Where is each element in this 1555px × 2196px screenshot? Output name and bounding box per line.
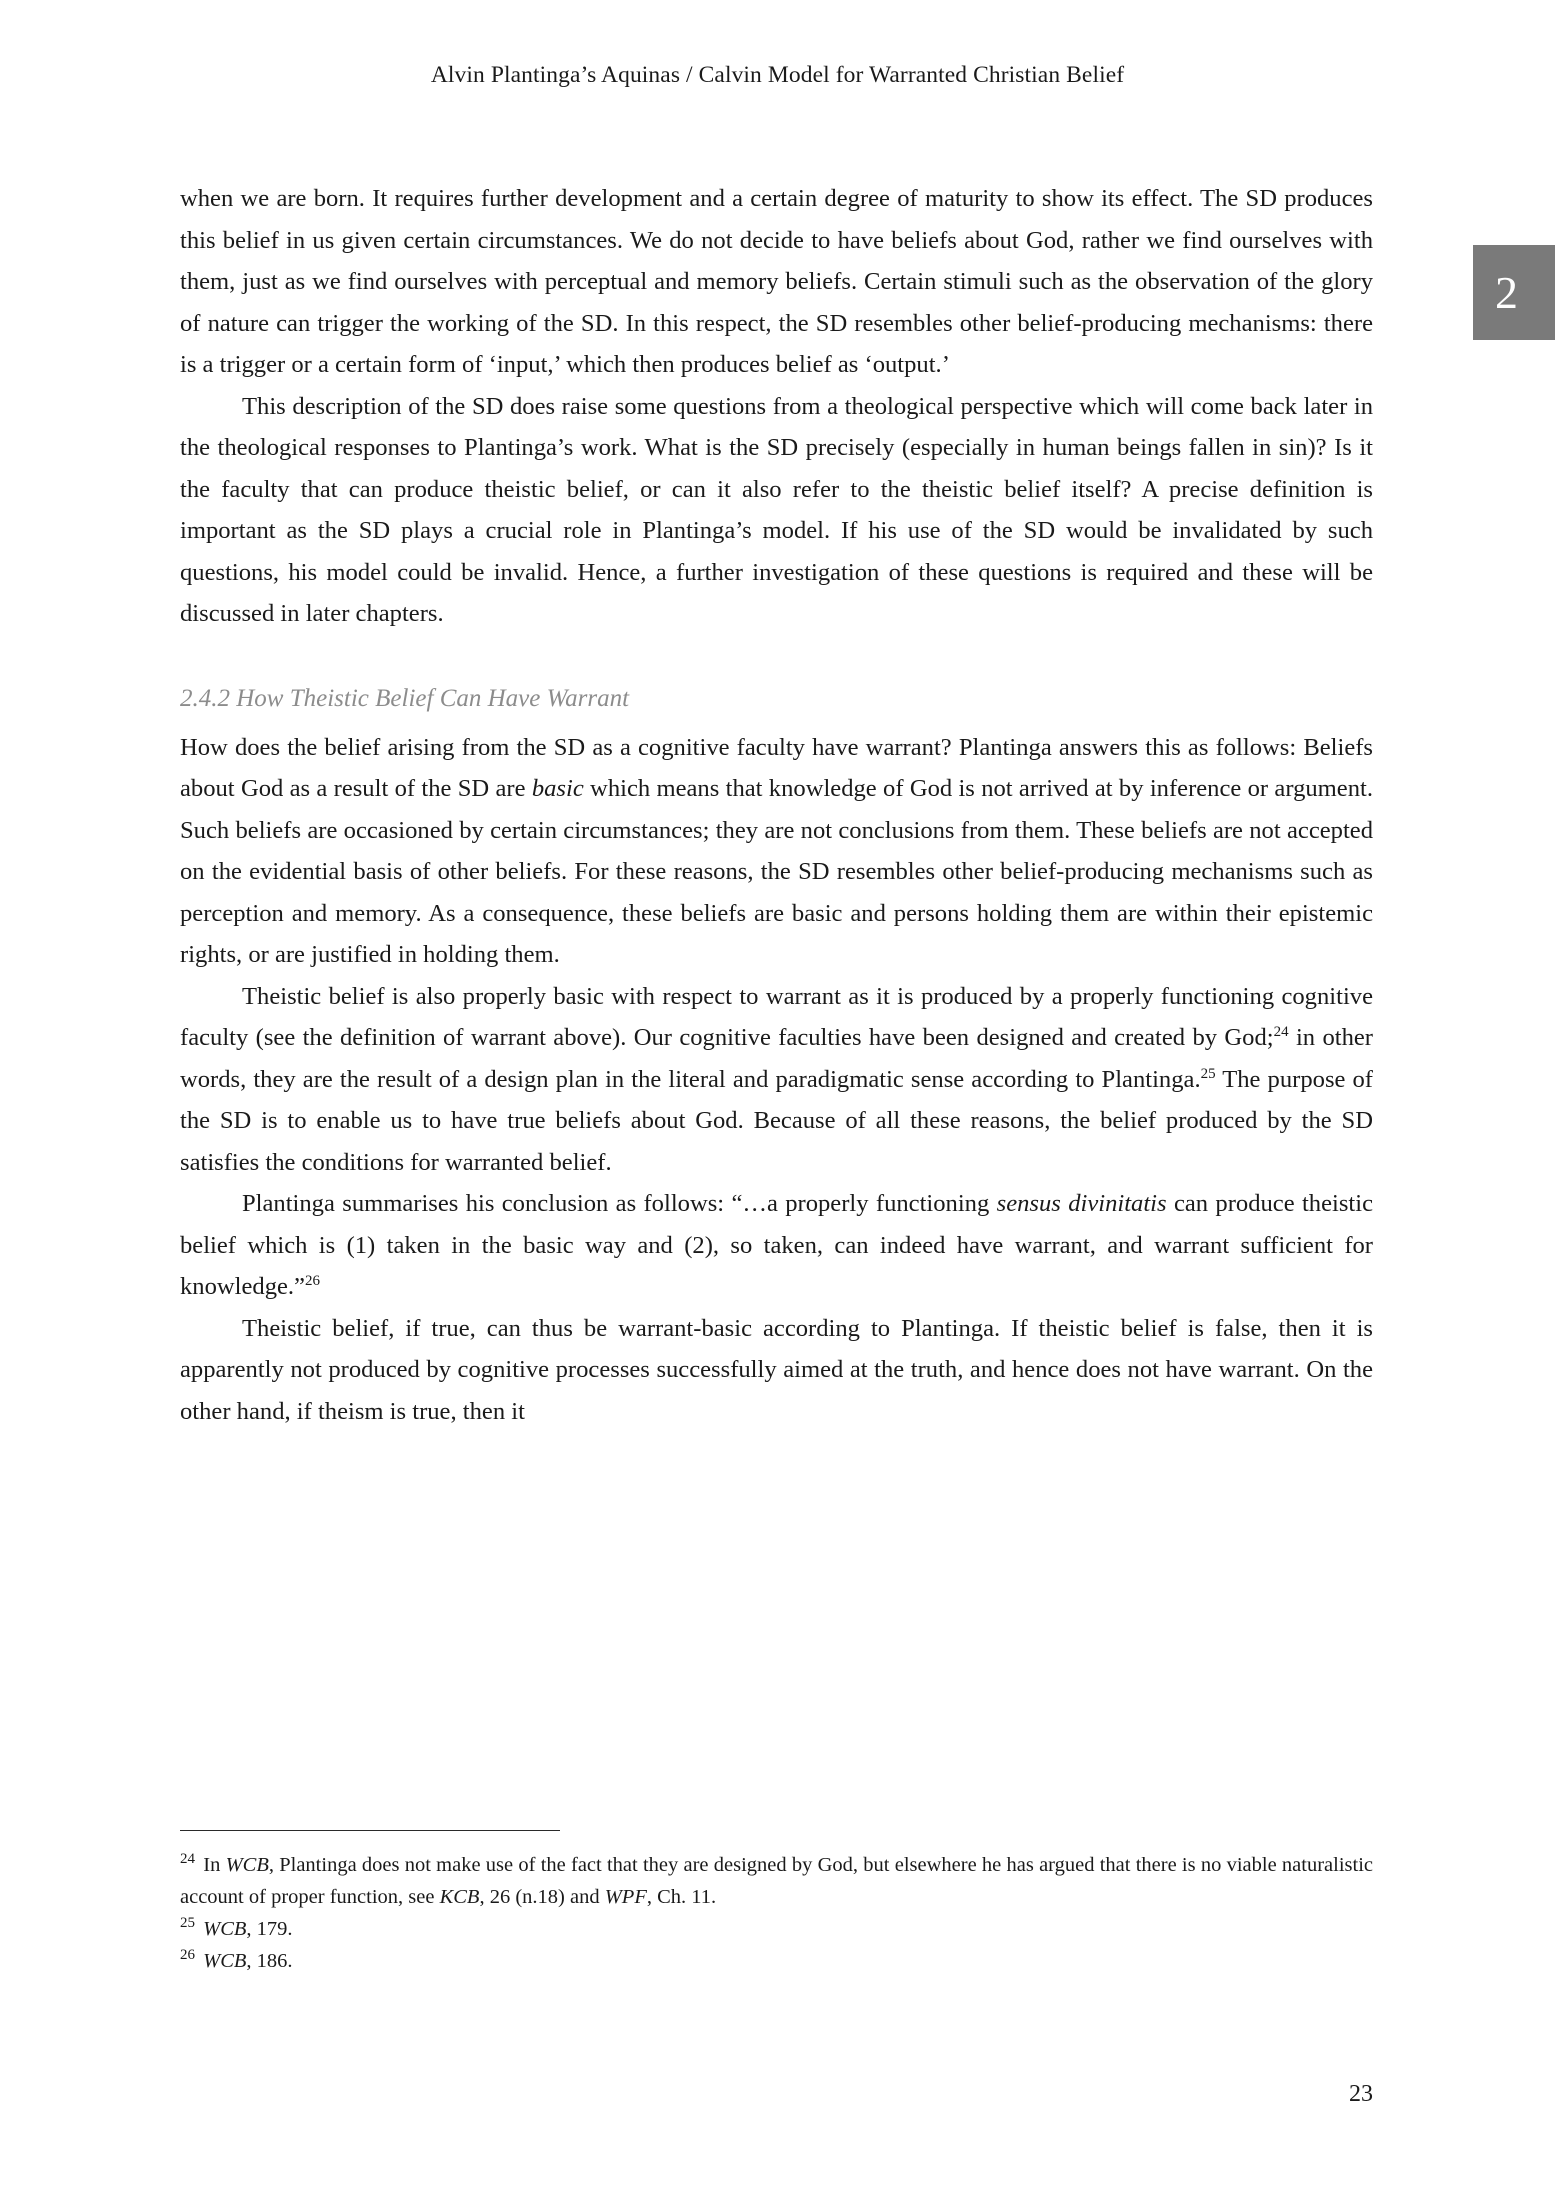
footnote-item: $^{25}$ WCB, 179. — [180, 1915, 293, 1940]
chapter-number-tab: 2 — [1473, 245, 1555, 340]
footnote-number: 25 — [180, 1915, 195, 1932]
footnote-separator-rule — [180, 1830, 560, 1831]
footnote-reference[interactable]: 24 — [1273, 1023, 1289, 1040]
italic-text: WPF — [604, 1886, 647, 1908]
italic-text: WCB — [203, 1950, 247, 1972]
italic-text: WCB — [225, 1854, 269, 1876]
footnote-item: $^{24}$ In WCB, Plantinga does not make use of the fact that they are designed by God, but elsewhere he has argued that there is no viable naturalistic account of proper function, see KCB, 26 (n.18) and WPF, Ch. 11. — [180, 1851, 1374, 1908]
paragraph: Plantinga summarises his conclusion as follows: “…a properly functioning sensus divinitatis can produce theistic belief which is (1) taken in the basic way and (2), so taken, can indeed have warrant, and warrant sufficient for knowledge.”$^{26}$ — [180, 1190, 1374, 1300]
paragraph: This description of the SD does raise some questions from a theological perspective which will come back later in the theological responses to Plantinga’s work. What is the SD precisely (especially in human beings fallen in sin)? Is it the faculty that can produce theistic belief, or can it also refer to the theistic belief itself? A precise definition is important as the SD plays a crucial role in Plantinga’s model. If his use of the SD would be invalidated by such questions, his model could be invalid. Hence, a further investigation of these questions is required and these will be discussed in later chapters. — [180, 392, 1373, 627]
paragraph: Theistic belief, if true, can thus be warrant-basic according to Plantinga. If theistic belief is false, then it is apparently not produced by cognitive processes successfully aimed at the truth, and hence does not have warrant. On the other hand, if theism is true, then it — [180, 1314, 1373, 1425]
section-heading: 2.4.2 How Theistic Belief Can Have Warrant — [180, 684, 630, 712]
italic-text: KCB — [439, 1886, 480, 1908]
footnote-reference[interactable]: 25 — [1200, 1065, 1216, 1082]
footnote-item: $^{26}$ WCB, 186. — [180, 1947, 293, 1972]
paragraph: when we are born. It requires further development and a certain degree of maturity to show its effect. The SD produces this belief in us given certain circumstances. We do not decide to have beliefs about God, rather we find ourselves with them, just as we find ourselves with perceptual and memory beliefs. Certain stimuli such as the observation of the glory of nature can trigger the working of the SD. In this respect, the SD resembles other belief-producing mechanisms: there is a trigger or a certain form of ‘input,’ which then produces belief as ‘output.’ — [180, 185, 1373, 378]
italic-text: basic — [531, 775, 584, 802]
page-number: 23 — [1349, 2081, 1373, 2107]
footnote-number: 26 — [180, 1947, 195, 1964]
running-head: Alvin Plantinga’s Aquinas / Calvin Model for Warranted Christian Belief — [430, 62, 1125, 88]
paragraph: Theistic belief is also properly basic with respect to warrant as it is produced by a properly functioning cognitive faculty (see the definition of warrant above). Our cognitive faculties have been designed and created by God;$^{24}$ in other words, they are the result of a design plan in the literal and paradigmatic sense according to Plantinga.$^{25}$ The purpose of the SD is to enable us to have true beliefs about God. Because of all these reasons, the belief produced by the SD satisfies the conditions for warranted belief. — [180, 982, 1374, 1176]
footnote-block — [180, 1830, 1373, 1977]
footnote-number: 24 — [180, 1851, 195, 1868]
body-text-column — [180, 178, 1373, 1432]
paragraph: How does the belief arising from the SD as a cognitive faculty have warrant? Plantinga answers this as follows: Beliefs about God as a result of the SD are basic which means that knowledge of God is not arrived at by inference or argument. Such beliefs are occasioned by certain circumstances; they are not conclusions from them. These beliefs are not accepted on the evidential basis of other beliefs. For these reasons, the SD resembles other belief-producing mechanisms such as perception and memory. As a consequence, these beliefs are basic and persons holding them are within their epistemic rights, or are justified in holding them. — [180, 733, 1373, 968]
footnote-reference[interactable]: 26 — [304, 1272, 320, 1289]
italic-text: WCB — [203, 1918, 247, 1940]
italic-text: sensus divinitatis — [996, 1190, 1167, 1217]
